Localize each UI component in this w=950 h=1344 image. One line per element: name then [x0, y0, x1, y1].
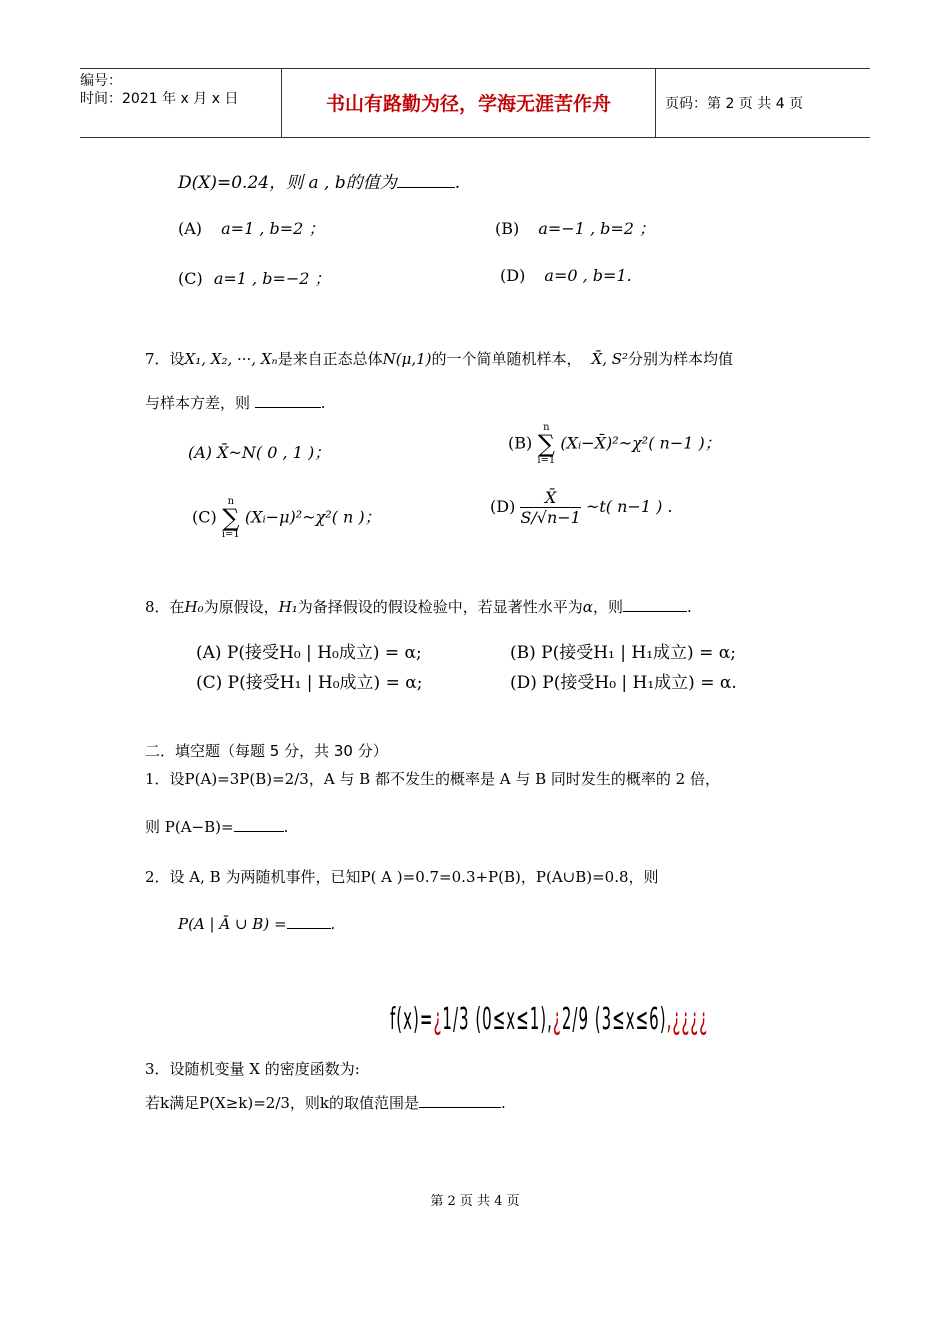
q7-line2-text: 与样本方差，则	[145, 394, 251, 412]
fill-q3-density-formula	[390, 1002, 709, 1062]
q7-option-d	[490, 488, 673, 527]
fill-q1-text: 则 P(A−B)=	[145, 818, 234, 836]
q7-distribution: N(μ,1)	[382, 350, 432, 368]
q6-option-b	[495, 216, 655, 239]
fill-q1-blank	[234, 817, 284, 832]
q7-tail-text: 分别为样本均值	[628, 350, 734, 368]
header-time-label: 时间：2021 年 x 月 x 日	[80, 91, 239, 107]
q7-option-b-label: (B)	[508, 433, 533, 453]
header-number-label: 编号：	[80, 73, 122, 89]
fill-q3-text: 若k满足P(X≥k)=2/3，则k的取值范围是	[145, 1094, 420, 1112]
q6-option-a-text: a=1 , b=2 ；	[221, 219, 325, 238]
header-left-cell	[80, 69, 280, 140]
q8-mid1: 为原假设，	[203, 598, 279, 616]
q8-option-b: (B) P(接受H₁ | H₁成立) = α;	[510, 643, 736, 663]
page-header	[80, 68, 870, 138]
q7-prefix: 7．设	[145, 350, 185, 368]
q7-sample-vars: X₁, X₂, ···, Xₙ	[184, 350, 278, 368]
fill-q3-line1: 3．设随机变量 X 的密度函数为:	[145, 1060, 360, 1078]
q6-option-c-text: a=1 , b=−2 ；	[213, 269, 331, 288]
q7-answer-blank	[255, 393, 321, 408]
sum-lower-limit: i=1	[221, 529, 240, 540]
fill-q2-text: P(A | Ā ∪ B) =	[178, 915, 287, 933]
q6-option-d-text: a=0 , b=1.	[544, 266, 632, 285]
q8-alpha: α	[582, 598, 593, 616]
fill-q1-line2: 则 P(A−B)= .	[145, 818, 289, 836]
sum-upper-limit: n	[227, 496, 235, 507]
fill-q3-blank	[419, 1093, 501, 1108]
q7-option-d-tail: ~t( n−1 ) .	[585, 497, 673, 516]
q7-stem-line2: 与样本方差，则 .	[145, 394, 326, 412]
q6-condition-line: D(X)=0.24，则 a , b的值为 .	[178, 173, 461, 193]
q7-option-c-text: (Xᵢ−μ)²~χ²( n )；	[244, 507, 381, 527]
formula-glyph: ¿	[433, 1002, 443, 1037]
q8-option-d: (D) P(接受H₀ | H₁成立) = α.	[510, 673, 737, 693]
q6-option-a	[178, 216, 324, 239]
q8-tail: ，则	[592, 598, 623, 616]
fraction-denominator: S/√n−1	[520, 508, 581, 527]
q8-h0: H₀	[184, 598, 204, 616]
formula-tail: ,¿¿¿¿	[666, 1002, 709, 1037]
header-motto: 书山有路勤为径，学海无涯苦作舟	[281, 69, 656, 137]
formula-glyph: ¿	[552, 1002, 562, 1037]
q8-stem: 8．在H₀为原假设，H₁为备择假设的假设检验中，若显著性水平为α，则 .	[145, 598, 692, 616]
q7-option-d-fraction	[520, 488, 580, 527]
q7-after-text: 的一个简单随机样本，	[431, 350, 582, 368]
q7-option-b-sum	[537, 422, 555, 466]
q7-option-c-sum	[222, 496, 240, 540]
header-page-info: 页码：第 2 页 共 4 页	[665, 96, 804, 112]
density-formula-render	[390, 1002, 708, 1037]
q7-option-c	[192, 496, 381, 540]
q6-answer-blank	[397, 173, 455, 188]
sigma-icon: ∑	[537, 430, 555, 458]
q8-option-c: (C) P(接受H₁ | H₀成立) = α;	[196, 673, 423, 693]
formula-separator: ,	[547, 1002, 553, 1037]
q6-option-b-text: a=−1 , b=2 ；	[538, 219, 656, 238]
q6-option-a-label: (A)	[178, 219, 203, 238]
q7-option-d-label: (D)	[490, 497, 516, 516]
q6-option-c-label: (C)	[178, 269, 203, 288]
formula-piece-2: 2/9 (3≤x≤6)	[561, 1002, 667, 1037]
q6-condition-text: D(X)=0.24，则 a , b的值为	[178, 173, 397, 193]
q7-statistics: X̄, S²	[591, 350, 629, 368]
q7-mid-text: 是来自正态总体	[277, 350, 383, 368]
formula-main: f(x)=	[390, 1002, 434, 1037]
q8-prefix: 8．在	[145, 598, 185, 616]
q7-option-b-text: (Xᵢ−X̄)²~χ²( n−1 )；	[560, 433, 721, 453]
q7-option-b	[508, 422, 721, 466]
q8-mid2: 为备择假设的假设检验中，若显著性水平为	[297, 598, 583, 616]
fraction-numerator: X̄	[520, 488, 580, 508]
q8-answer-blank	[623, 597, 687, 612]
formula-piece-1: 1/3 (0≤x≤1)	[442, 1002, 548, 1037]
q6-option-c	[178, 266, 331, 289]
sum-lower-limit: i=1	[537, 455, 556, 466]
page-footer: 第 2 页 共 4 页	[430, 1194, 520, 1209]
q7-option-c-label: (C)	[192, 507, 217, 527]
fill-q2-line2: P(A | Ā ∪ B) = .	[178, 915, 336, 933]
fill-q1-line1: 1．设P(A)=3P(B)=2/3，A 与 B 都不发生的概率是 A 与 B 同时发生的概率的 2 倍，	[145, 770, 720, 788]
q6-option-d	[500, 266, 632, 285]
q8-option-a: (A) P(接受H₀ | H₀成立) = α;	[196, 643, 422, 663]
q6-option-b-label: (B)	[495, 219, 520, 238]
section-2-title: 二．填空题（每题 5 分，共 30 分）	[145, 742, 388, 760]
q8-h1: H₁	[278, 598, 298, 616]
fill-q2-line1: 2．设 A, B 为两随机事件，已知P( A )=0.7=0.3+P(B)，P(A∪B)=0.8，则	[145, 868, 659, 886]
sigma-icon: ∑	[222, 504, 240, 532]
fill-q2-blank	[287, 914, 331, 929]
sum-upper-limit: n	[543, 422, 550, 433]
q7-option-a: (A) X̄~N( 0 , 1 )；	[188, 443, 331, 462]
q6-option-d-label: (D)	[500, 266, 526, 285]
q7-stem-line1	[145, 348, 733, 369]
fill-q3-line2: 若k满足P(X≥k)=2/3，则k的取值范围是 .	[145, 1094, 506, 1112]
